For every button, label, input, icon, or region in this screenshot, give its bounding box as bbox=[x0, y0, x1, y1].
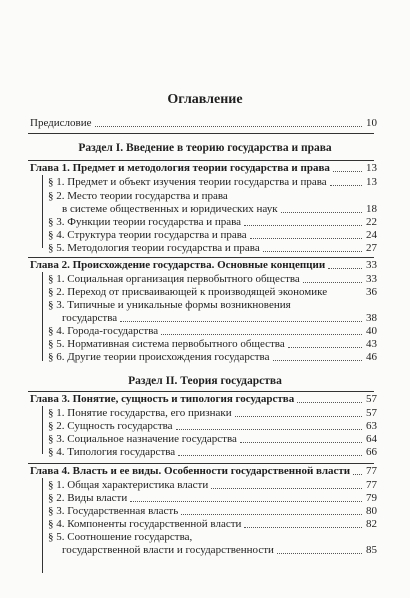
toc-entry-label: в системе общественных и юридических наук bbox=[62, 203, 278, 215]
leader-dots bbox=[333, 159, 362, 172]
toc-entry-page: 57 bbox=[366, 407, 377, 419]
leader-dots bbox=[273, 348, 362, 361]
toc-entry-page: 77 bbox=[366, 479, 377, 491]
toc-entry-preface bbox=[0, 117, 410, 130]
toc-entry-page: 46 bbox=[366, 351, 377, 363]
toc-entry-page: 79 bbox=[366, 492, 377, 504]
toc-entry-page: 36 bbox=[366, 286, 377, 298]
toc-entry-label: § 1. Общая характеристика власти bbox=[48, 479, 209, 491]
toc-entry-page: 13 bbox=[366, 162, 377, 174]
leader-dots bbox=[250, 226, 362, 239]
toc-entry-label: § 1. Понятие государства, его признаки bbox=[48, 407, 232, 419]
divider bbox=[28, 133, 374, 134]
toc-section-item bbox=[0, 286, 410, 299]
toc-entry-page: 57 bbox=[366, 393, 377, 405]
divider bbox=[28, 463, 374, 464]
leader-dots bbox=[281, 200, 362, 213]
toc-entry-page: 40 bbox=[366, 325, 377, 337]
toc-entry-page: 27 bbox=[366, 242, 377, 254]
toc-section-item bbox=[0, 518, 410, 531]
toc-entry-label: § 1. Предмет и объект изучения теории государства и права bbox=[48, 176, 327, 188]
toc-section-item bbox=[0, 351, 410, 364]
toc-section-item bbox=[0, 176, 410, 189]
toc-entry-label: § 2. Место теории государства и права bbox=[48, 190, 228, 202]
toc-entry-page: 64 bbox=[366, 433, 377, 445]
toc-entry-label: § 4. Типология государства bbox=[48, 446, 176, 458]
toc-entry-label: § 5. Методология теории государства и права bbox=[48, 242, 260, 254]
toc-entry-label: Глава 2. Происхождение государства. Основные концепции bbox=[30, 259, 326, 271]
toc-entry-page: 80 bbox=[366, 505, 377, 517]
toc-entry-page: 77 bbox=[366, 465, 377, 477]
leader-dots bbox=[130, 489, 362, 502]
leader-dots bbox=[277, 541, 362, 554]
toc-entry-label: § 4. Города-государства bbox=[48, 325, 159, 337]
leader-dots bbox=[235, 404, 362, 417]
toc-entry-page: 82 bbox=[366, 518, 377, 530]
leader-dots bbox=[176, 417, 362, 430]
toc-entry-page: 18 bbox=[366, 203, 377, 215]
toc-entry-label: § 2. Переход от присваивающей к производящей экономике bbox=[48, 286, 328, 298]
toc-entry-page: 13 bbox=[366, 176, 377, 188]
toc-entry-label: § 6. Другие теории происхождения государства bbox=[48, 351, 270, 363]
page-title: Оглавление bbox=[167, 92, 243, 107]
toc-entry-label: § 3. Государственная власть bbox=[48, 505, 179, 517]
leader-dots bbox=[95, 114, 362, 127]
leader-dots bbox=[328, 256, 362, 269]
toc-entry-label: § 4. Структура теории государства и права bbox=[48, 229, 247, 241]
toc-entry-page: 33 bbox=[366, 273, 377, 285]
leader-dots bbox=[244, 213, 362, 226]
toc-entry-label: Глава 1. Предмет и методология теории государства и права bbox=[30, 162, 330, 174]
leader-dots bbox=[288, 335, 362, 348]
toc-entry-page: 10 bbox=[366, 117, 377, 129]
leader-dots bbox=[211, 476, 362, 489]
toc-entry-label: § 2. Сущность государства bbox=[48, 420, 173, 432]
toc-entry-page: 22 bbox=[366, 216, 377, 228]
leader-dots bbox=[120, 309, 362, 322]
toc-section-item bbox=[0, 273, 410, 286]
leader-dots bbox=[263, 239, 362, 252]
leader-dots bbox=[240, 430, 362, 443]
toc-entry-label: § 1. Социальная организация первобытного общества bbox=[48, 273, 300, 285]
toc-entry-page: 24 bbox=[366, 229, 377, 241]
leader-dots bbox=[353, 462, 362, 475]
leader-dots bbox=[244, 515, 362, 528]
toc-section-item bbox=[0, 242, 410, 255]
toc-section-item bbox=[0, 446, 410, 459]
toc-entry-label: § 3. Функции теории государства и права bbox=[48, 216, 242, 228]
leader-dots bbox=[297, 390, 362, 403]
toc-entry-label: § 3. Типичные и уникальные формы возникновения bbox=[48, 299, 291, 311]
leader-dots bbox=[303, 270, 362, 283]
toc-entry-page: 85 bbox=[366, 544, 377, 556]
toc-entry-label: § 2. Виды власти bbox=[48, 492, 128, 504]
leader-dots bbox=[178, 443, 362, 456]
toc-entry-page: 63 bbox=[366, 420, 377, 432]
toc-entry-label: государства bbox=[62, 312, 118, 324]
toc-entry-label: Глава 4. Власть и ее виды. Особенности государственной власти bbox=[30, 465, 351, 477]
toc-entry-page: 38 bbox=[366, 312, 377, 324]
toc-entry-page: 43 bbox=[366, 338, 377, 350]
toc-entry-label: Предисловие bbox=[30, 117, 92, 129]
toc-entry-label: § 5. Соотношение государства, bbox=[48, 531, 193, 543]
toc-entry-label: § 4. Компоненты государственной власти bbox=[48, 518, 242, 530]
leader-dots bbox=[161, 322, 362, 335]
toc-entry-label: государственной власти и государственности bbox=[62, 544, 274, 556]
divider bbox=[28, 257, 374, 258]
section-heading: Раздел II. Теория государства bbox=[128, 375, 282, 387]
toc-entry-page: 66 bbox=[366, 446, 377, 458]
section-heading: Раздел I. Введение в теорию государства и права bbox=[78, 142, 332, 154]
divider bbox=[28, 160, 374, 161]
toc-entry-label: § 3. Социальное назначение государства bbox=[48, 433, 237, 445]
toc-entry-label: Глава 3. Понятие, сущность и типология государства bbox=[30, 393, 295, 405]
toc-entry-label: § 5. Нормативная система первобытного общества bbox=[48, 338, 285, 350]
leader-dots bbox=[330, 173, 362, 186]
leader-dots bbox=[181, 502, 362, 515]
toc-entry-page: 33 bbox=[366, 259, 377, 271]
toc-section-item-cont bbox=[0, 544, 410, 557]
